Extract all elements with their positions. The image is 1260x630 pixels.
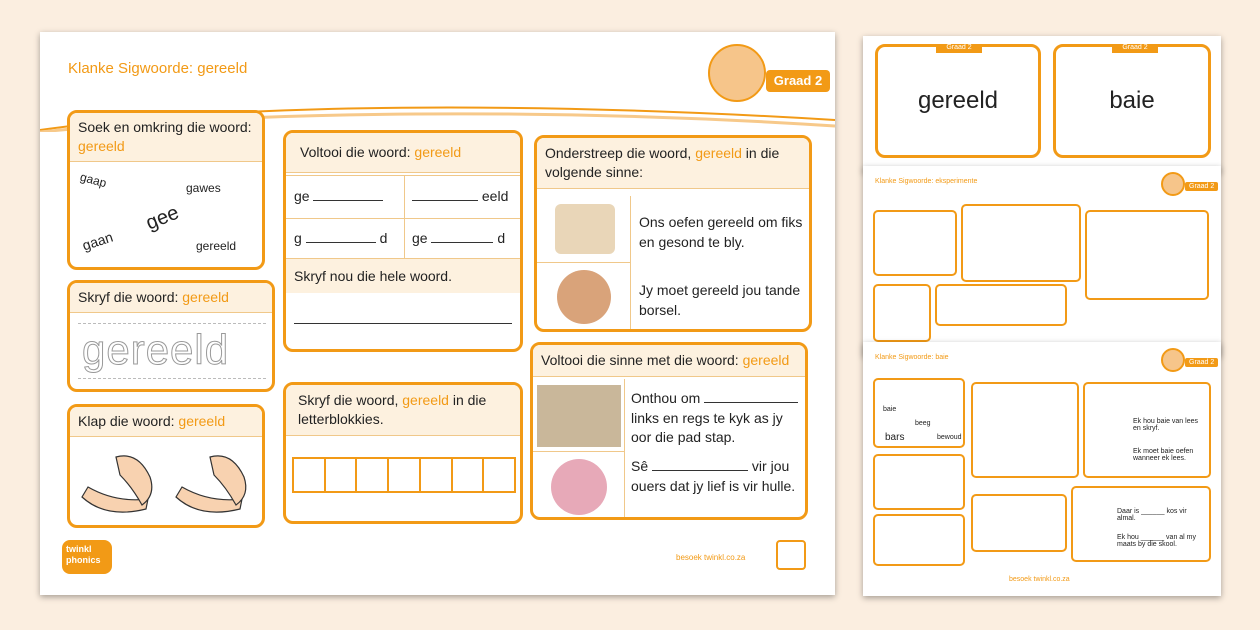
preview-eksperimente: [863, 166, 1221, 356]
flashcard-tag: Graad 2: [936, 44, 982, 53]
preview1-box: [961, 204, 1081, 282]
letter-block[interactable]: [357, 457, 389, 493]
preview1-box: [873, 210, 957, 276]
preview2-grade: Graad 2: [1185, 358, 1218, 367]
road-crossing-image: [537, 385, 621, 447]
preview-baie: [863, 342, 1221, 596]
letter-blocks: [292, 457, 516, 493]
letter-block[interactable]: [421, 457, 453, 493]
preview2-word: baie: [883, 406, 897, 413]
preview2-word: bars: [885, 432, 905, 443]
preview2-word: beeg: [915, 420, 931, 427]
preview2-title: Klanke Sigwoorde: baie: [875, 354, 949, 361]
letter-block[interactable]: [484, 457, 516, 493]
search-box: [67, 110, 265, 270]
write-heading: Skryf die woord: gereeld: [70, 283, 272, 313]
preview1-title: Klanke Sigwoorde: eksperimente: [875, 178, 978, 185]
complete-grid: [286, 175, 520, 259]
flashcard-word-2: baie: [1109, 87, 1155, 114]
letter-block[interactable]: [292, 457, 326, 493]
twinkl-phonics-logo: twinkl phonics: [62, 540, 112, 574]
flashcard-word-1: gereeld: [917, 87, 999, 114]
sentences-heading: Voltooi die sinne met die woord: gereeld: [533, 345, 805, 377]
grade-badge: Graad 2: [766, 70, 830, 92]
write-whole-line[interactable]: [294, 323, 512, 324]
sentence-2[interactable]: Sê vir jou ouers dat jy lief is vir hulle.: [631, 458, 796, 494]
word-gawes[interactable]: gawes: [186, 181, 221, 195]
write-box: [67, 280, 275, 392]
complete-box: [283, 130, 523, 352]
letter-block[interactable]: [389, 457, 421, 493]
flashcard-2: [1053, 44, 1211, 158]
preview1-grade: Graad 2: [1185, 182, 1218, 191]
underline-sentence-2[interactable]: Jy moet gereeld jou tande borsel.: [639, 282, 801, 319]
underline-images: [537, 196, 631, 332]
preview2-write-box: [873, 454, 965, 510]
clap-heading: Klap die woord: gereeld: [70, 407, 262, 437]
preview2-letterblocks-box: [971, 494, 1067, 552]
clap-box: [67, 404, 265, 528]
sentences-box: [530, 342, 808, 520]
preview2-word: bewoud: [937, 434, 962, 441]
brushing-teeth-image: [557, 270, 611, 324]
preview2-sentence: Ek moet baie oefen wanneer ek lees.: [1133, 448, 1194, 462]
complete-cell-2[interactable]: eeld: [412, 188, 508, 204]
preview1-box: [935, 284, 1067, 326]
word-gaap[interactable]: gaap: [78, 169, 109, 191]
letterblocks-box: [283, 382, 523, 524]
underline-sentence-1[interactable]: Ons oefen gereeld om fiks en gesond te bly.: [639, 214, 803, 251]
flashcards-sheet: [863, 36, 1221, 172]
write-whole-label: Skryf nou die hele woord.: [286, 259, 520, 293]
preview1-avatar: [1161, 172, 1185, 196]
preview1-box: [1085, 210, 1209, 300]
word-gereeld[interactable]: gereeld: [196, 239, 237, 253]
preview2-underline-box: [1083, 382, 1211, 478]
complete-cell-3[interactable]: g d: [294, 230, 388, 246]
letterblocks-heading: Skryf die woord, gereeld in die letterblokkies.: [286, 385, 520, 436]
sentence-1[interactable]: Onthou om links en regs te kyk as jy oor die pad stap.: [631, 389, 805, 448]
preview2-search-box: [873, 378, 965, 448]
complete-heading: Voltooi die woord: gereeld: [286, 133, 520, 173]
search-heading: Soek en omkring die woord: gereeld: [70, 113, 262, 162]
twinkl-badge-icon: [776, 540, 806, 570]
complete-cell-1[interactable]: ge: [294, 188, 383, 204]
preview2-sentence: Ek hou baie van lees en skryf.: [1133, 418, 1198, 432]
word-gee[interactable]: gee: [142, 201, 183, 235]
exercise-kids-image: [555, 204, 615, 254]
preview2-complete: Ek hou ______ van al my maats by die skool.: [1117, 534, 1197, 548]
preview2-footer: besoek twinkl.co.za: [1009, 576, 1070, 583]
preview2-complete: Daar is ______ kos vir almal.: [1117, 508, 1187, 522]
preview2-sentences-box: [1071, 486, 1211, 562]
trace-word: gereeld: [82, 326, 230, 373]
flashcard-tag: Graad 2: [1112, 44, 1158, 53]
underline-box: [534, 135, 812, 332]
preview1-box: [873, 284, 931, 342]
children-avatar: [708, 44, 766, 102]
underline-heading: Onderstreep die woord, gereeld in die volgende sinne:: [537, 138, 809, 189]
trace-guide[interactable]: [78, 323, 266, 379]
footer-url[interactable]: besoek twinkl.co.za: [676, 553, 746, 562]
flashcard-1: [875, 44, 1041, 158]
hugging-image: [551, 459, 607, 515]
preview2-clap-box: [873, 514, 965, 566]
letter-block[interactable]: [326, 457, 358, 493]
preview2-complete-box: [971, 382, 1079, 478]
word-gaan[interactable]: gaan: [80, 228, 115, 254]
letter-block[interactable]: [453, 457, 485, 493]
preview2-avatar: [1161, 348, 1185, 372]
worksheet-title: Klanke Sigwoorde: gereeld: [68, 60, 248, 77]
complete-cell-4[interactable]: ge d: [412, 230, 506, 246]
sentences-images: [533, 379, 625, 520]
clapping-hands-icon: [76, 447, 258, 523]
main-worksheet: [40, 32, 835, 595]
